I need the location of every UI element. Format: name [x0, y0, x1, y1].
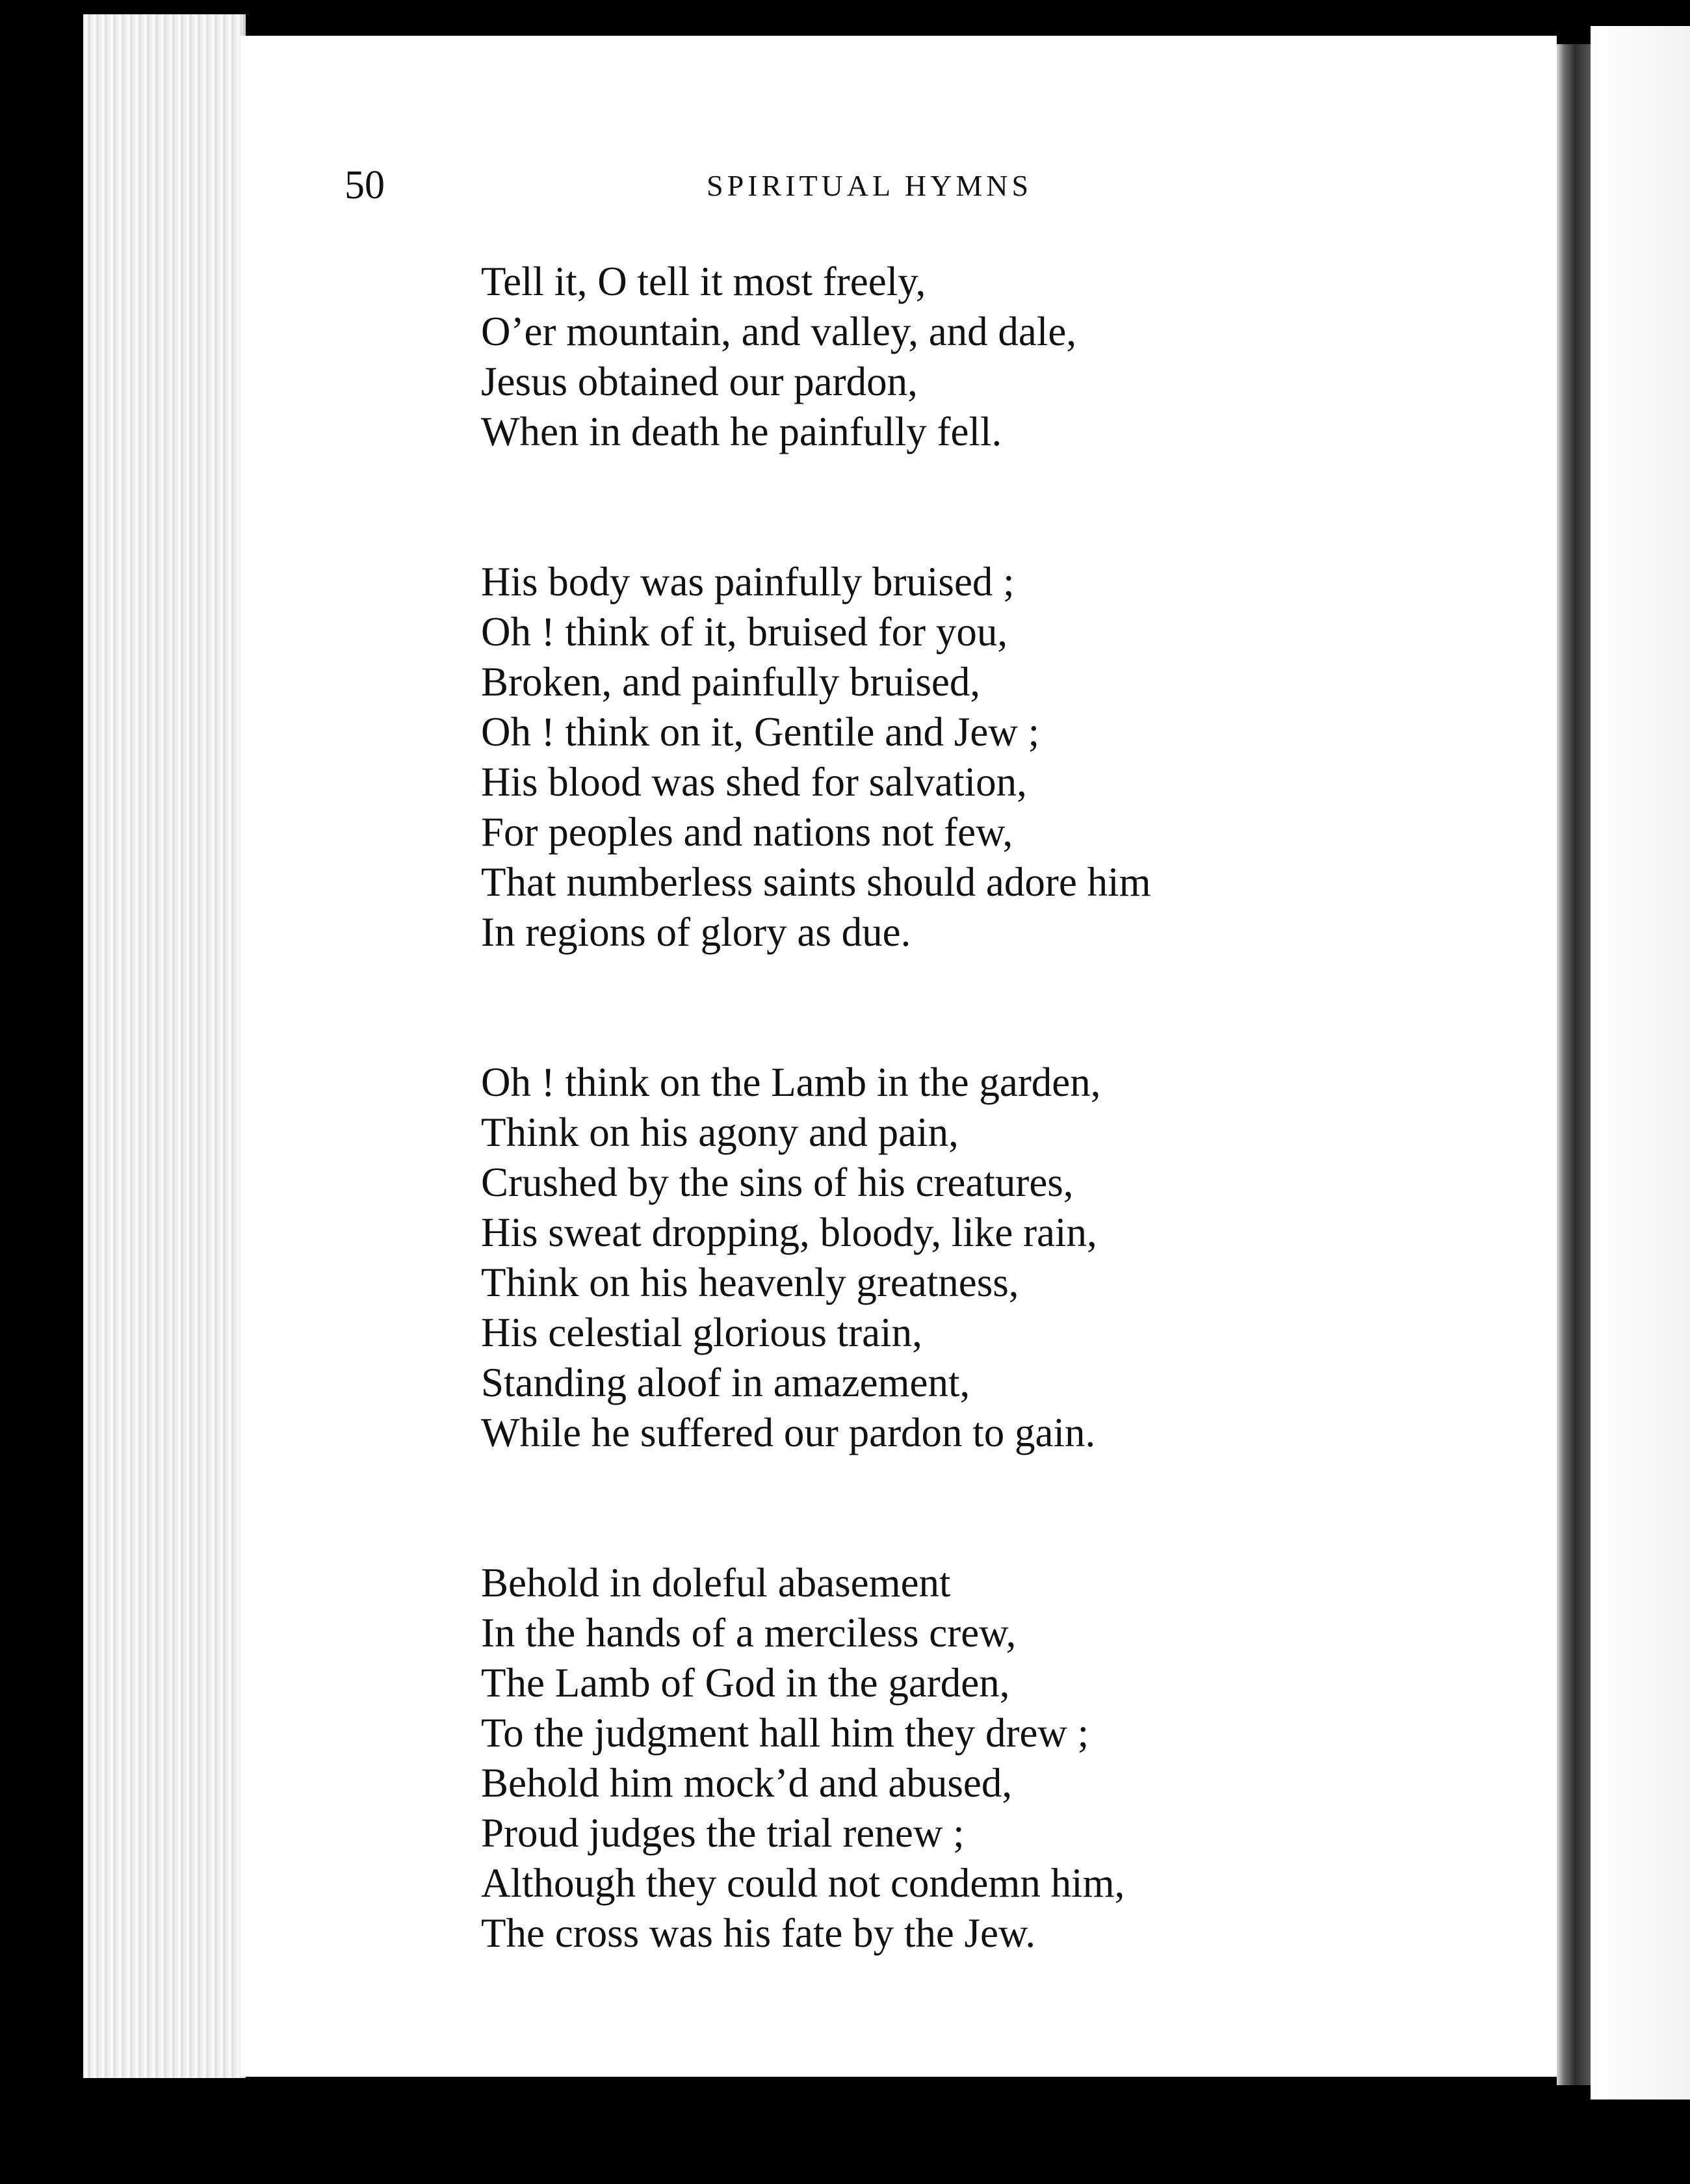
- verse-line: His body was painfully bruised ;: [481, 559, 1015, 604]
- verse-line: The Lamb of God in the garden,: [481, 1660, 1010, 1706]
- verse-line: When in death he painfully fell.: [481, 409, 1002, 454]
- page-edges: [83, 14, 246, 2078]
- hymn-text: [481, 257, 1456, 1958]
- verse-line: Oh ! think on it, Gentile and Jew ;: [481, 709, 1040, 755]
- verse-line: While he suffered our pardon to gain.: [481, 1410, 1096, 1455]
- verse-line: Broken, and painfully bruised,: [481, 659, 981, 705]
- stanza-4: [481, 1558, 1456, 1958]
- verse-line: Proud judges the trial renew ;: [481, 1810, 965, 1856]
- verse-line: Standing aloof in amazement,: [481, 1360, 970, 1405]
- verse-line: Behold in doleful abasement: [481, 1560, 951, 1606]
- stanza-3: [481, 1058, 1456, 1458]
- verse-line: Tell it, O tell it most freely,: [481, 259, 926, 304]
- page-number: 50: [344, 163, 385, 207]
- verse-line: For peoples and nations not few,: [481, 809, 1013, 855]
- verse-line: Think on his agony and pain,: [481, 1110, 959, 1155]
- stanza-1: [481, 257, 1456, 457]
- page-header: [344, 159, 1320, 211]
- verse-line: To the judgment hall him they drew ;: [481, 1710, 1089, 1756]
- verse-line: His blood was shed for salvation,: [481, 759, 1027, 805]
- verse-line: Although they could not condemn him,: [481, 1860, 1125, 1906]
- verse-line: His sweat dropping, bloody, like rain,: [481, 1210, 1097, 1255]
- verse-line: Think on his heavenly greatness,: [481, 1260, 1019, 1305]
- verse-line: Oh ! think on the Lamb in the garden,: [481, 1060, 1101, 1105]
- verse-line: Behold him mock’d and abused,: [481, 1760, 1013, 1806]
- verse-line: Jesus obtained our pardon,: [481, 359, 918, 404]
- book-page: [240, 36, 1557, 2077]
- verse-line: In the hands of a merciless crew,: [481, 1610, 1017, 1656]
- verse-line: O’er mountain, and valley, and dale,: [481, 309, 1077, 354]
- verse-line: Oh ! think of it, bruised for you,: [481, 609, 1008, 655]
- verse-line: Crushed by the sins of his creatures,: [481, 1160, 1074, 1205]
- stanza-2: [481, 557, 1456, 957]
- running-head: SPIRITUAL HYMNS: [707, 169, 1033, 202]
- verse-line: In regions of glory as due.: [481, 909, 911, 955]
- facing-page-edge: [1591, 26, 1690, 2100]
- book-binding-edge: [1557, 44, 1591, 2085]
- verse-line: That numberless saints should adore him: [481, 859, 1151, 905]
- verse-line: His celestial glorious train,: [481, 1310, 922, 1355]
- verse-line: The cross was his fate by the Jew.: [481, 1910, 1036, 1956]
